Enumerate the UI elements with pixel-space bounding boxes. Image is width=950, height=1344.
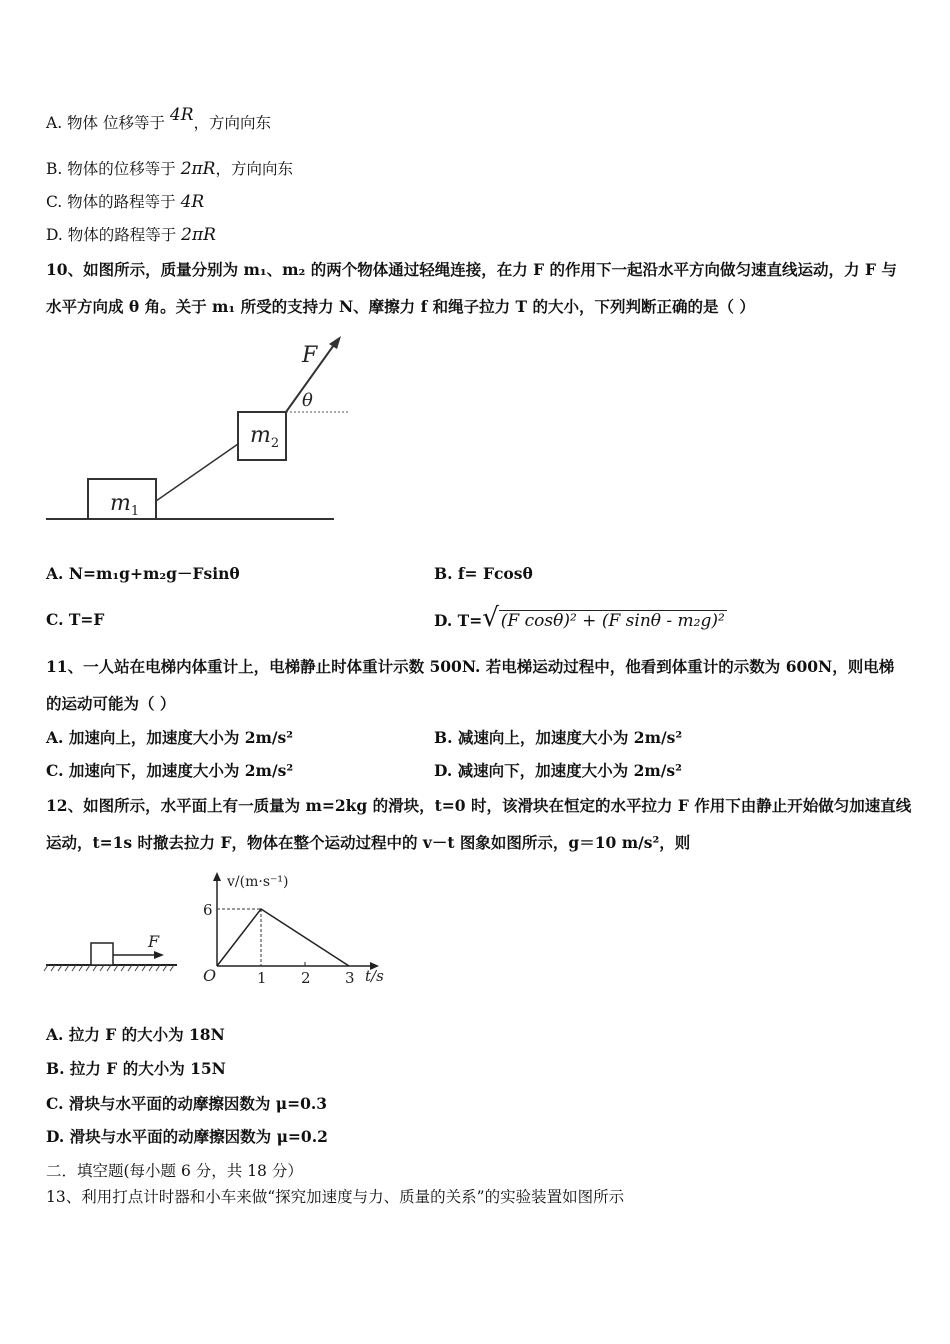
q9-option-c: [46, 191, 204, 213]
q11-option-c: C. 加速向下，加速度大小为 2m/s²: [46, 761, 294, 780]
force-arrow-head: [154, 951, 164, 959]
q10-option-d-math: (F cosθ)² + (F sinθ - m₂g)²: [500, 611, 725, 631]
q12-option-a: A. 拉力 F 的大小为 18N: [46, 1025, 225, 1044]
q12-option-b: B. 拉力 F 的大小为 15N: [46, 1059, 226, 1078]
q9-option-a-suffix: ，方向向东: [193, 114, 272, 132]
section-2-title: 二．填空题(每小题 6 分，共 18 分）: [46, 1162, 303, 1180]
y-tick-6: 6: [203, 901, 213, 919]
q10-option-d-text: D. T=: [434, 611, 483, 630]
vt-curve: [217, 909, 349, 966]
q9-option-b-text: B. 物体的位移等于: [46, 160, 181, 178]
q9-option-b-math: 2πR: [180, 159, 216, 179]
q11-stem-line-2: 的运动可能为（ ）: [46, 694, 176, 713]
q9-option-c-math: 4R: [180, 192, 205, 212]
q10-figure: [40, 330, 360, 530]
q12-stem-line-1: 12、如图所示，水平面上有一质量为 m=2kg 的滑块，t=0 时，该滑块在恒定的水平拉力 F 作用下由静止开始做匀加速直线: [46, 796, 912, 815]
q10-option-c: C. T=F: [46, 610, 105, 629]
force-arrow-head: [329, 336, 341, 349]
q9-option-c-text: C. 物体的路程等于: [46, 193, 181, 211]
q10-stem-line-1: 10、如图所示，质量分别为 m₁、m₂ 的两个物体通过轻绳连接，在力 F 的作用下一起沿水平方向做匀速直线运动，力 F 与: [46, 260, 897, 279]
q11-option-b: B. 减速向上，加速度大小为 2m/s²: [434, 728, 683, 747]
q12-vt-graph: [195, 866, 395, 988]
q12-block-figure: [40, 925, 185, 975]
q12-option-d: D. 滑块与水平面的动摩擦因数为 μ=0.2: [46, 1127, 328, 1146]
q9-option-d: [46, 224, 216, 246]
slider-block: [91, 943, 113, 965]
label-F: F: [302, 343, 318, 368]
q9-option-b: [46, 158, 293, 180]
q11-option-a: A. 加速向上，加速度大小为 2m/s²: [46, 728, 294, 747]
x-tick-1: 1: [257, 969, 267, 987]
q13-stem-line-1: 13、利用打点计时器和小车来做“探究加速度与力、质量的关系”的实验装置如图所示: [46, 1188, 625, 1206]
sqrt-sign: √: [482, 603, 499, 633]
x-tick-2: 2: [301, 969, 311, 987]
q9-option-a-text: A. 物体 位移等于: [46, 114, 170, 132]
label-theta: θ: [302, 390, 313, 411]
q11-stem-line-1: 11、一人站在电梯内体重计上，电梯静止时体重计示数 500N. 若电梯运动过程中，他看到体重计的示数为 600N，则电梯: [46, 657, 895, 676]
q10-option-a: A. N=m₁g+m₂g－Fsinθ: [46, 564, 240, 583]
q9-option-a-math: 4R: [169, 105, 194, 125]
q10-option-d: [434, 603, 727, 636]
q9-option-a: [46, 105, 272, 134]
q10-stem-line-2: 水平方向成 θ 角。关于 m₁ 所受的支持力 N、摩擦力 f 和绳子拉力 T 的大小，下列判断正确的是（ ）: [46, 297, 755, 316]
q9-option-d-text: D. 物体的路程等于: [46, 226, 182, 244]
q9-option-b-suffix: ，方向向东: [215, 160, 293, 178]
rope-line: [156, 444, 238, 501]
q12-stem-line-2: 运动，t=1s 时撤去拉力 F，物体在整个运动过程中的 v－t 图象如图所示，g＝10 m/s²，则: [46, 833, 691, 852]
x-axis-label: t/s: [365, 967, 384, 985]
q10-option-b: B. f= Fcosθ: [434, 564, 533, 583]
q11-option-d: D. 减速向下，加速度大小为 2m/s²: [434, 761, 682, 780]
q9-option-d-math: 2πR: [181, 225, 216, 245]
label-m2: $m_2$: [250, 423, 280, 451]
label-F: F: [148, 932, 160, 951]
origin-label: O: [203, 966, 217, 985]
y-axis-label: v/(m·s⁻¹): [227, 874, 289, 890]
x-tick-3: 3: [345, 969, 355, 987]
label-m1: $m_1$: [110, 491, 140, 519]
y-axis-arrow: [213, 872, 221, 881]
q12-option-c: C. 滑块与水平面的动摩擦因数为 μ=0.3: [46, 1094, 328, 1113]
